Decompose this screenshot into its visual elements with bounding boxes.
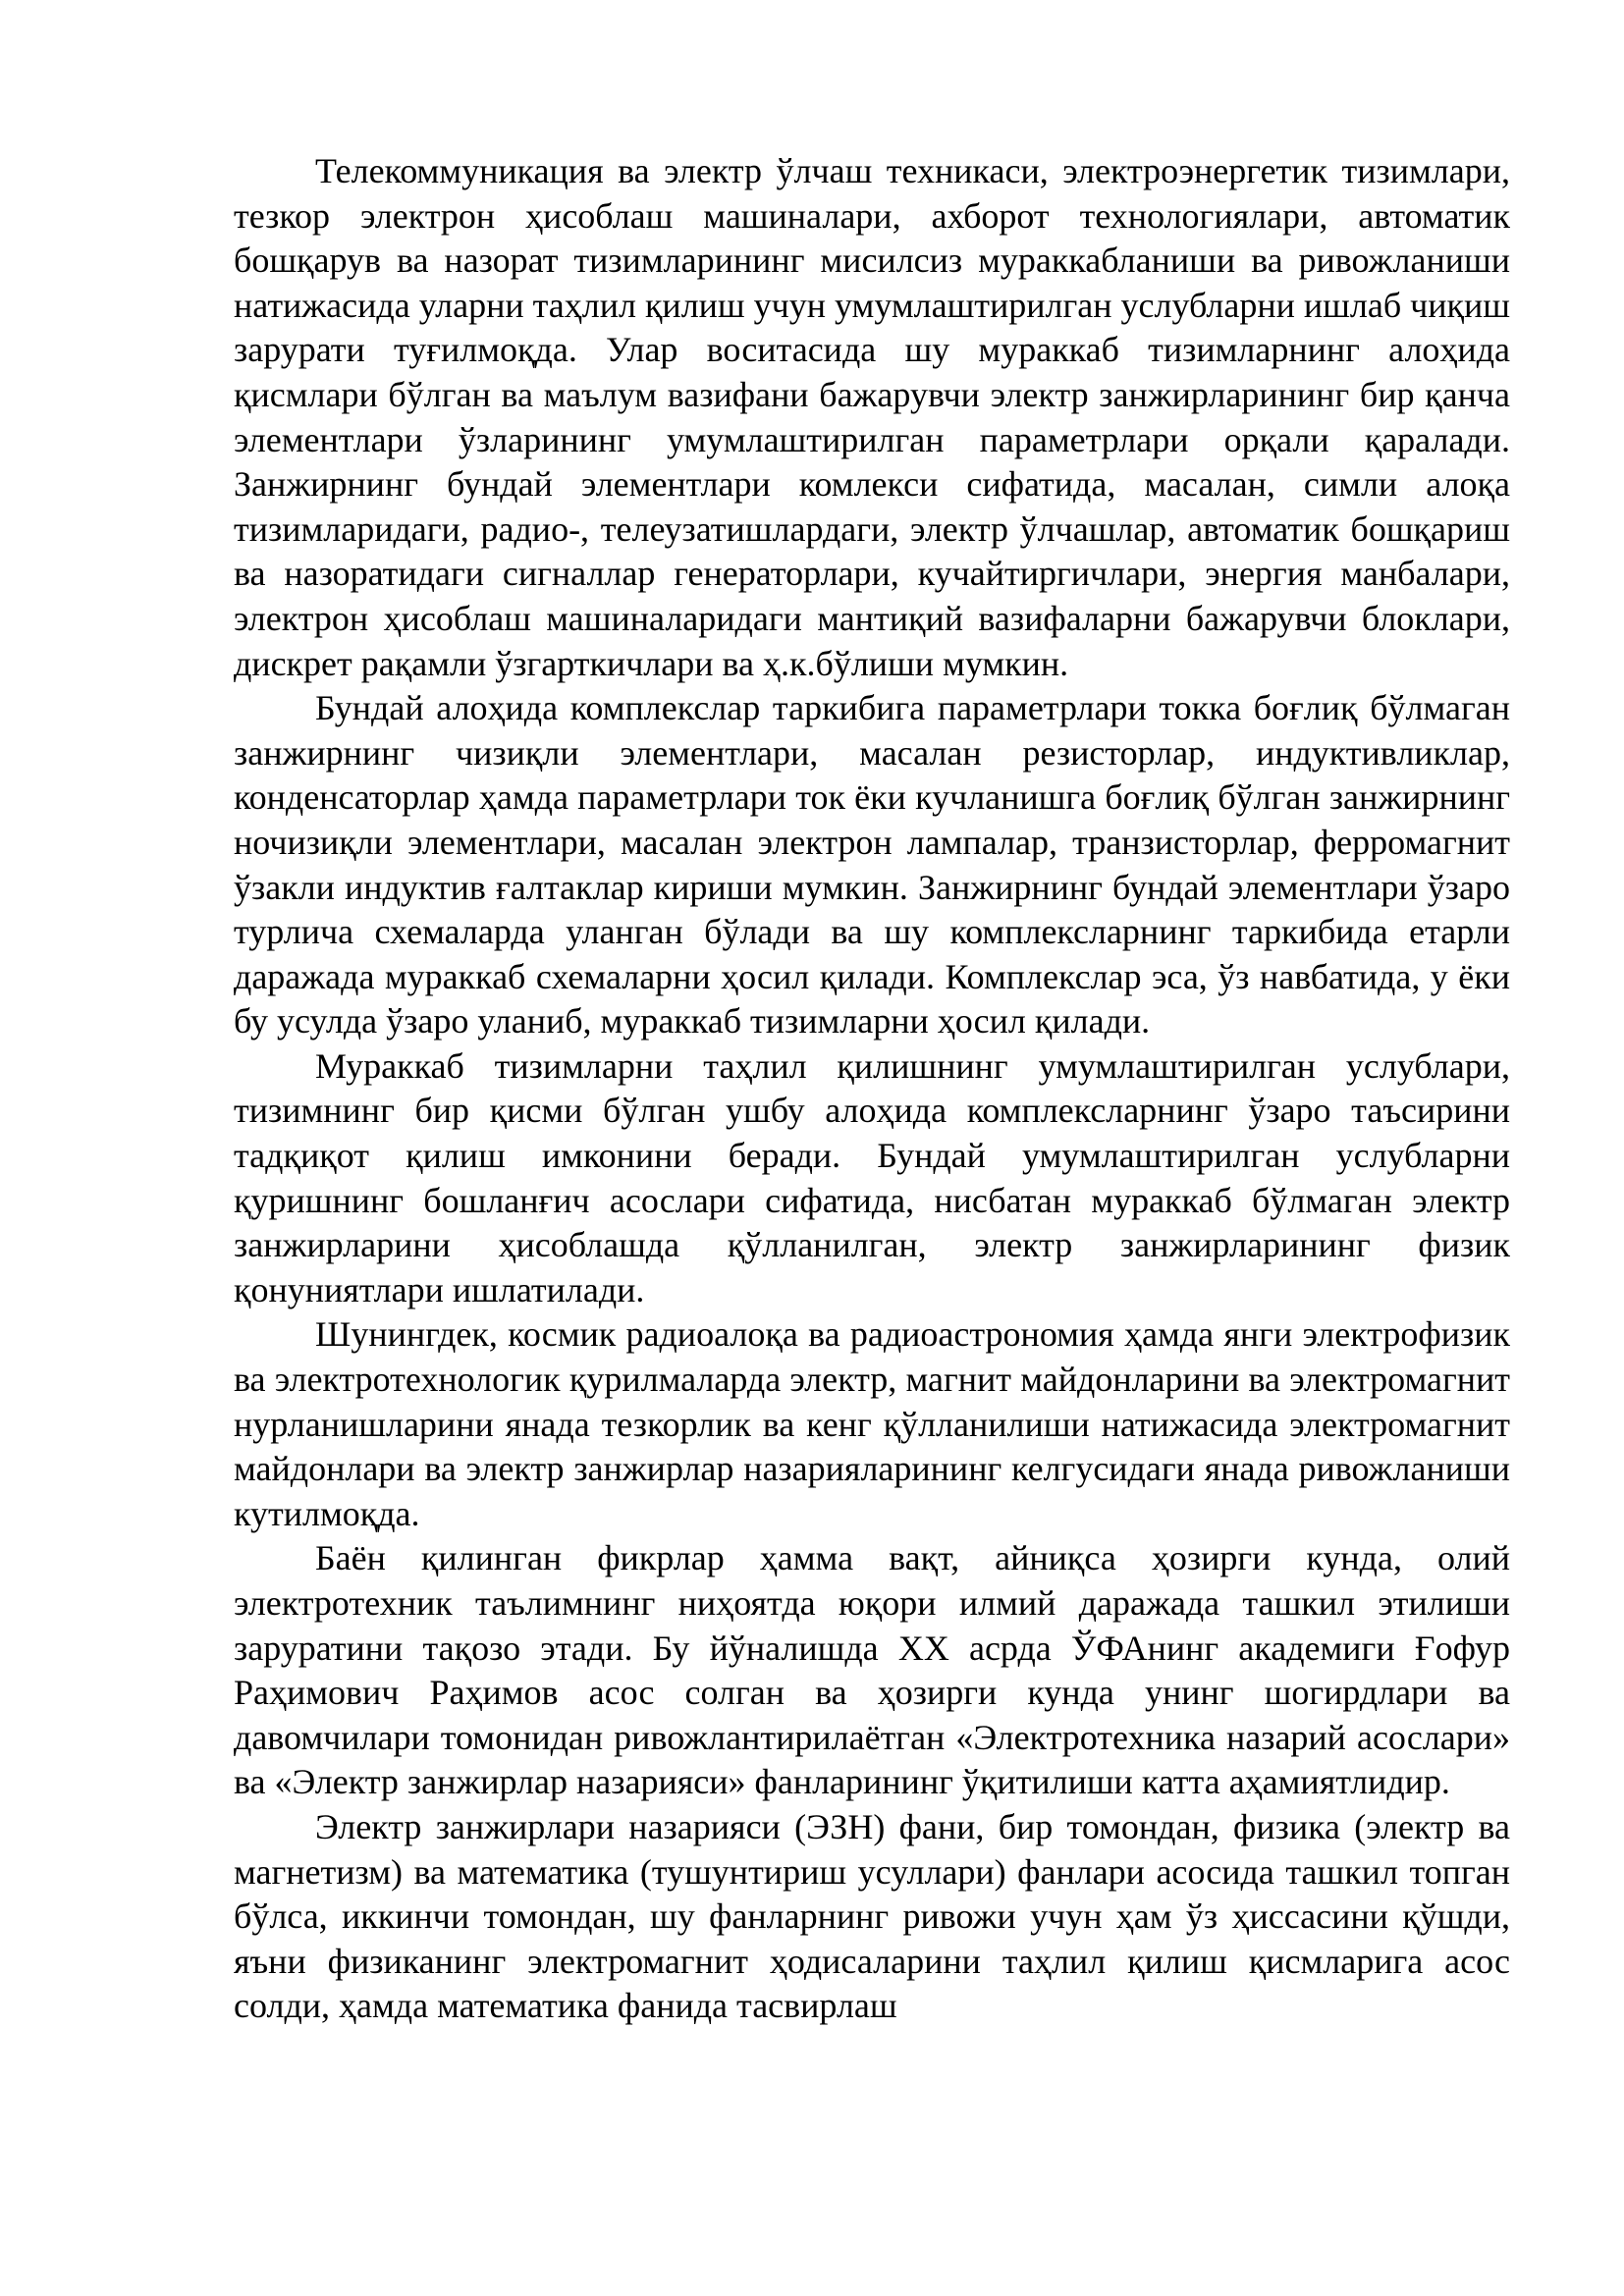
paragraph-4: Шунингдек, космик радиоалоқа ва радиоастрономия ҳамда янги электрофизик ва электротехнологик қурилмаларда электр, магнит майдонларини ва электромагнит нурланишларини янада тезкорлик ва кенг қўлланилиши натижасида электромагнит майдонлари ва электр занжирлар назарияларининг келгусидаги янада ривожланиши кутилмоқда.	[234, 1314, 1510, 1533]
document-page	[234, 149, 1510, 2029]
paragraph-3: Мураккаб тизимларни таҳлил қилишнинг умумлаштирилган услублари, тизимнинг бир қисми бўлган ушбу алоҳида комплексларнинг ўзаро таъсирини тадқиқот қилиш имконини беради. Бундай умумлаштирилган услубларни қуришнинг бошланғич асослари сифатида, нисбатан мураккаб бўлмаган электр занжирларини ҳисоблашда қўлланилган, электр занжирларининг физик қонуниятлари ишлатилади.	[234, 1045, 1510, 1309]
paragraph-6: Электр занжирлари назарияси (ЭЗН) фани, бир томондан, физика (электр ва магнетизм) ва математика (тушунтириш усуллари) фанлари асосида ташкил топган бўлса, иккинчи томондан, шу фанларнинг ривожи учун ҳам ўз ҳиссасини қўшди, яъни физиканинг электромагнит ҳодисаларини таҳлил қилиш қисмларига асос солди, ҳамда математика фанида тасвирлаш	[234, 1806, 1510, 2026]
paragraph-2: Бундай алоҳида комплекслар таркибига параметрлари токка боғлиқ бўлмаган занжирнинг чизиқли элементлари, масалан резисторлар, индуктивликлар, конденсаторлар ҳамда параметрлари ток ёки кучланишга боғлиқ бўлган занжирнинг ночизиқли элементлари, масалан электрон лампалар, транзисторлар, ферромагнит ўзакли индуктив ғалтаклар кириши мумкин. Занжирнинг бундай элементлари ўзаро турлича схемаларда уланган бўлади ва шу комплексларнинг таркибида етарли даражада мураккаб схемаларни ҳосил қилади. Комплекслар эса, ўз навбатида, у ёки бу усулда ўзаро уланиб, мураккаб тизимларни ҳосил қилади.	[234, 688, 1510, 1041]
paragraph-5: Баён қилинган фикрлар ҳамма вақт, айниқса ҳозирги кунда, олий электротехник таълимнинг ниҳоятда юқори илмий даражада ташкил этилиши заруратини тақозо этади. Бу йўналишда ХХ асрда ЎФАнинг академиги Ғофур Раҳимович Раҳимов асос солган ва ҳозирги кунда унинг шогирдлари ва давомчилари томонидан ривожлантирилаётган «Электротехника назарий асослари» ва «Электр занжирлар назарияси» фанларининг ўқитилиши катта аҳамиятлидир.	[234, 1538, 1510, 1802]
paragraph-1: Телекоммуникация ва электр ўлчаш техникаси, электроэнергетик тизимлари, тезкор электрон ҳисоблаш машиналари, ахборот технологиялари, автоматик бошқарув ва назорат тизимларининг мисилсиз мураккабланиши ва ривожланиши натижасида уларни таҳлил қилиш учун умумлаштирилган услубларни ишлаб чиқиш зарурати туғилмоқда. Улар воситасида шу мураккаб тизимларнинг алоҳида қисмлари бўлган ва маълум вазифани бажарувчи электр занжирларининг бир қанча элементлари ўзларининг умумлаштирилган параметрлари орқали қаралади. Занжирнинг бундай элементлари комлекси сифатида, масалан, симли алоқа тизимларидаги, радио-, телеузатишлардаги, электр ўлчашлар, автоматик бошқариш ва назоратидаги сигналлар генераторлари, кучайтиргичлари, энергия манбалари, электрон ҳисоблаш машиналаридаги мантиқий вазифаларни бажарувчи блоклари, дискрет рақамли ўзгарткичлари ва ҳ.к.бўлиши мумкин.	[234, 151, 1510, 683]
